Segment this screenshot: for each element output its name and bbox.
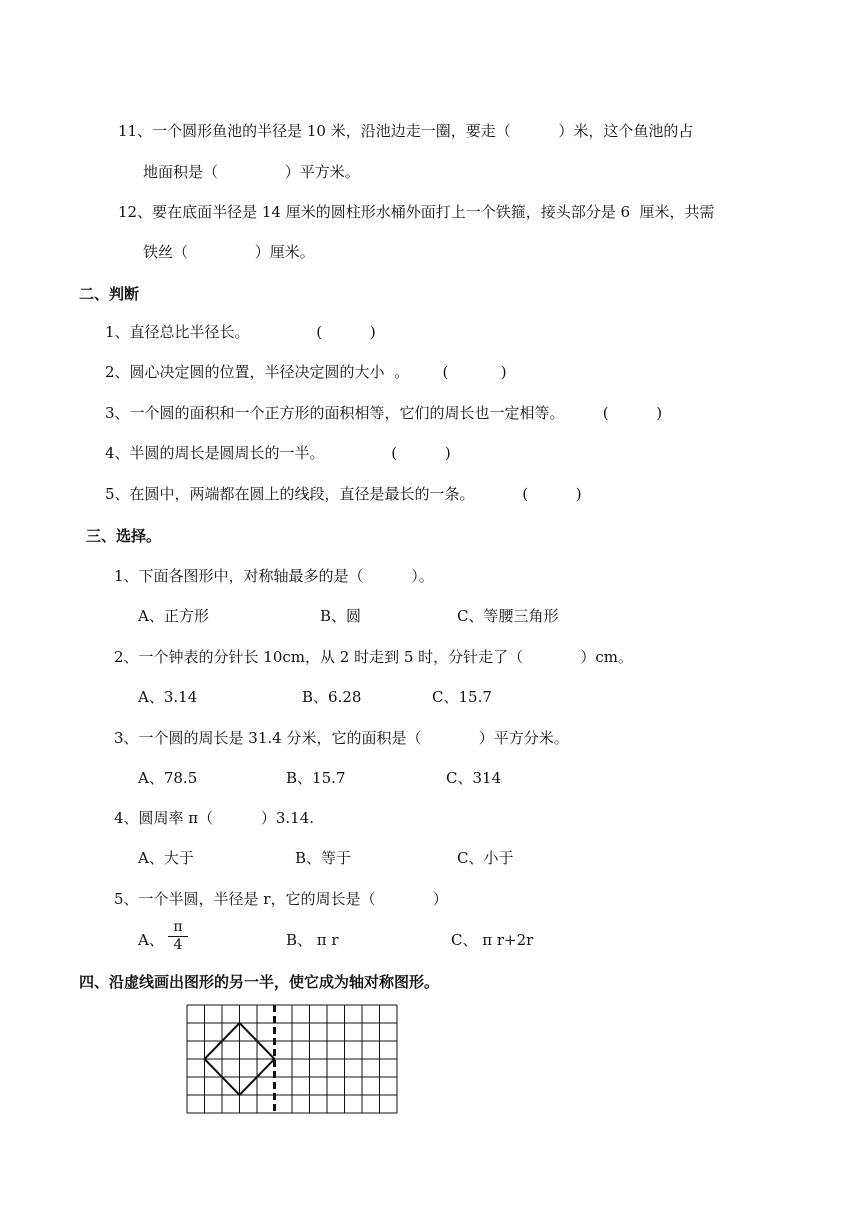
choice-q2-option-b: B、6.28 bbox=[302, 688, 362, 706]
choice-q2-option-a: A、3.14 bbox=[138, 688, 198, 706]
choice-q4-option-c: C、小于 bbox=[457, 849, 514, 867]
choice-q1-option-b: B、圆 bbox=[320, 607, 362, 625]
choice-q5-option-b: B、 π r bbox=[286, 931, 339, 949]
q12-line2: 铁丝（ ）厘米。 bbox=[143, 243, 315, 261]
choice-q3-stem: 3、一个圆的周长是 31.4 分米，它的面积是（ ）平方分米。 bbox=[114, 729, 569, 747]
choice-q4-stem: 4、圆周率 π（ ）3.14. bbox=[114, 809, 315, 827]
judge-item-4: 4、半圆的周长是圆周长的一半。 ( ) bbox=[105, 444, 451, 462]
fraction-denominator: 4 bbox=[173, 937, 183, 953]
judge-item-1: 1、直径总比半径长。 ( ) bbox=[105, 323, 376, 341]
judge-title: 二、判断 bbox=[79, 285, 140, 303]
q12-line1: 12、要在底面半径是 14 厘米的圆柱形水桶外面打上一个铁箍，接头部分是 6 厘米，共需 bbox=[118, 203, 715, 221]
judge-item-2: 2、圆心决定圆的位置，半径决定圆的大小 。 ( ) bbox=[105, 363, 507, 381]
choice-q1-option-c: C、等腰三角形 bbox=[457, 607, 559, 625]
fraction-numerator: π bbox=[168, 919, 188, 937]
choice-q3-option-c: C、314 bbox=[446, 769, 502, 787]
q11-line1: 11、一个圆形鱼池的半径是 10 米，沿池边走一圈，要走（ ）米，这个鱼池的占 bbox=[118, 122, 694, 140]
choice-q3-option-b: B、15.7 bbox=[286, 769, 346, 787]
grid-lines bbox=[187, 1005, 397, 1113]
choice-q4-option-a: A、大于 bbox=[138, 849, 194, 867]
choice-q2-stem: 2、一个钟表的分针长 10cm，从 2 时走到 5 时，分针走了（ ）cm。 bbox=[114, 648, 634, 666]
drawing-title: 四、沿虚线画出图形的另一半，使它成为轴对称图形。 bbox=[79, 973, 440, 991]
choice-q5-option-c: C、 π r+2r bbox=[451, 931, 534, 949]
choice-q4-option-b: B、等于 bbox=[295, 849, 352, 867]
choice-q3-option-a: A、78.5 bbox=[138, 769, 198, 787]
choice-q5-option-a: A、 bbox=[138, 931, 164, 949]
choice-q5-stem: 5、一个半圆，半径是 r，它的周长是（ ） bbox=[114, 890, 448, 908]
judge-item-5: 5、在圆中，两端都在圆上的线段，直径是最长的一条。 ( ) bbox=[105, 485, 582, 503]
choice-title: 三、选择。 bbox=[86, 527, 162, 545]
fraction-pi-over-4 bbox=[168, 919, 188, 953]
choice-q2-option-c: C、15.7 bbox=[432, 688, 492, 706]
q11-line2: 地面积是（ ）平方米。 bbox=[143, 163, 360, 181]
choice-q1-stem: 1、下面各图形中，对称轴最多的是（ ）。 bbox=[114, 567, 434, 585]
choice-q1-option-a: A、正方形 bbox=[138, 607, 209, 625]
symmetry-grid bbox=[186, 1004, 398, 1114]
judge-item-3: 3、一个圆的面积和一个正方形的面积相等，它们的周长也一定相等。 ( ) bbox=[105, 404, 663, 422]
